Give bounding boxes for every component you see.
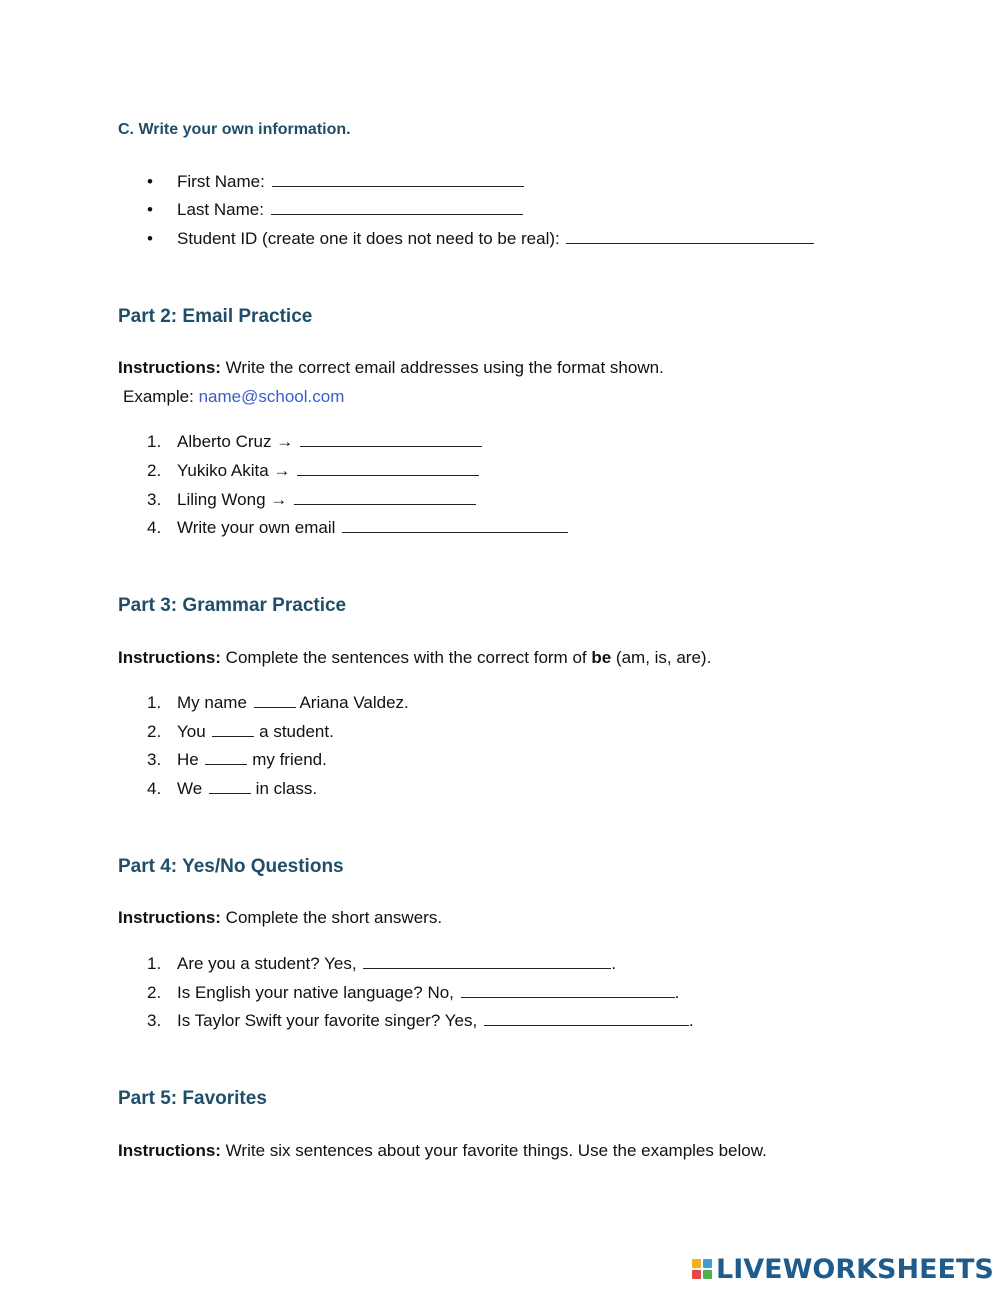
list-item (0, 490, 1000, 512)
liveworksheets-logo (692, 1252, 994, 1286)
answer-blank[interactable] (209, 792, 251, 794)
logo-square (692, 1270, 701, 1279)
answer-blank[interactable] (297, 474, 479, 476)
instructions-label: Instructions: (118, 908, 221, 927)
example-label: Example: (123, 387, 199, 406)
part2-title: Part 2: Email Practice (118, 306, 313, 327)
list-item (0, 200, 1000, 222)
bullet-icon: • (147, 229, 153, 248)
list-item (0, 722, 1000, 744)
list-item (0, 172, 1000, 194)
answer-blank[interactable] (484, 1024, 689, 1026)
list-item (0, 693, 1000, 715)
list-item (0, 983, 1000, 1005)
instructions-label: Instructions: (118, 1141, 221, 1160)
item-text: Is Taylor Swift your favorite singer? Yes, (177, 1011, 478, 1030)
item-number: 1. (147, 432, 162, 451)
part4-title: Part 4: Yes/No Questions (118, 856, 344, 877)
list-item (0, 518, 1000, 540)
student-id-label: Student ID (create one it does not need to be real): (177, 229, 560, 248)
first-name-label: First Name: (177, 172, 265, 191)
item-end: . (688, 1011, 694, 1030)
part5-title: Part 5: Favorites (118, 1088, 267, 1109)
bullet-icon: • (147, 172, 153, 191)
last-name-blank[interactable] (271, 213, 523, 215)
part2-instructions (118, 358, 664, 378)
section-c-title: C. Write your own information. (118, 121, 351, 138)
instructions-text: Write the correct email addresses using the format shown. (220, 358, 664, 377)
list-item (0, 461, 1000, 483)
item-number: 4. (147, 518, 162, 537)
item-after: Ariana Valdez. (299, 693, 409, 712)
part3-instructions (118, 648, 711, 668)
answer-blank[interactable] (205, 763, 247, 765)
item-number: 3. (147, 750, 162, 769)
item-number: 2. (147, 722, 162, 741)
item-after: my friend. (252, 750, 327, 769)
answer-blank[interactable] (212, 735, 254, 737)
item-end: . (674, 983, 680, 1002)
item-number: 2. (147, 461, 162, 480)
instructions-text: Complete the sentences with the correct form of (220, 648, 592, 667)
student-id-blank[interactable] (566, 242, 814, 244)
answer-blank[interactable] (294, 503, 476, 505)
item-number: 1. (147, 954, 162, 973)
item-text: Are you a student? Yes, (177, 954, 357, 973)
item-number: 2. (147, 983, 162, 1002)
item-number: 1. (147, 693, 162, 712)
part3-title: Part 3: Grammar Practice (118, 595, 347, 616)
list-item (0, 779, 1000, 801)
first-name-blank[interactable] (272, 185, 524, 187)
last-name-label: Last Name: (177, 200, 264, 219)
item-after: in class. (255, 779, 318, 798)
item-before: My name (177, 693, 247, 712)
part5-instructions (118, 1141, 767, 1161)
logo-square (703, 1259, 712, 1268)
item-text: Is English your native language? No, (177, 983, 454, 1002)
instructions-text: Write six sentences about your favorite things. Use the examples below. (220, 1141, 767, 1160)
instructions-bold-word: be (591, 648, 612, 667)
item-text: Alberto Cruz → (177, 432, 294, 451)
item-text: Liling Wong → (177, 490, 288, 509)
item-before: You (177, 722, 206, 741)
list-item (0, 432, 1000, 454)
answer-blank[interactable] (342, 531, 568, 533)
part4-instructions (118, 908, 442, 928)
answer-blank[interactable] (300, 445, 482, 447)
item-text: Write your own email (177, 518, 336, 537)
list-item (0, 1011, 1000, 1033)
item-number: 3. (147, 1011, 162, 1030)
instructions-label: Instructions: (118, 648, 221, 667)
item-number: 3. (147, 490, 162, 509)
logo-text: LIVEWORKSHEETS (716, 1253, 994, 1285)
answer-blank[interactable] (254, 706, 296, 708)
logo-square (703, 1270, 712, 1279)
item-number: 4. (147, 779, 162, 798)
bullet-icon: • (147, 200, 153, 219)
item-end: . (611, 954, 617, 973)
list-item (0, 954, 1000, 976)
logo-square (692, 1259, 701, 1268)
list-item (0, 229, 1000, 251)
instructions-tail: (am, is, are). (611, 648, 712, 667)
list-item (0, 750, 1000, 772)
item-before: We (177, 779, 203, 798)
item-text: Yukiko Akita → (177, 461, 291, 480)
answer-blank[interactable] (461, 996, 675, 998)
example-email-link[interactable]: name@school.com (198, 387, 345, 406)
logo-squares-icon (692, 1259, 712, 1279)
instructions-label: Instructions: (118, 358, 221, 377)
item-after: a student. (259, 722, 334, 741)
item-before: He (177, 750, 199, 769)
instructions-text: Complete the short answers. (220, 908, 443, 927)
answer-blank[interactable] (363, 967, 611, 969)
part2-example (123, 387, 344, 407)
